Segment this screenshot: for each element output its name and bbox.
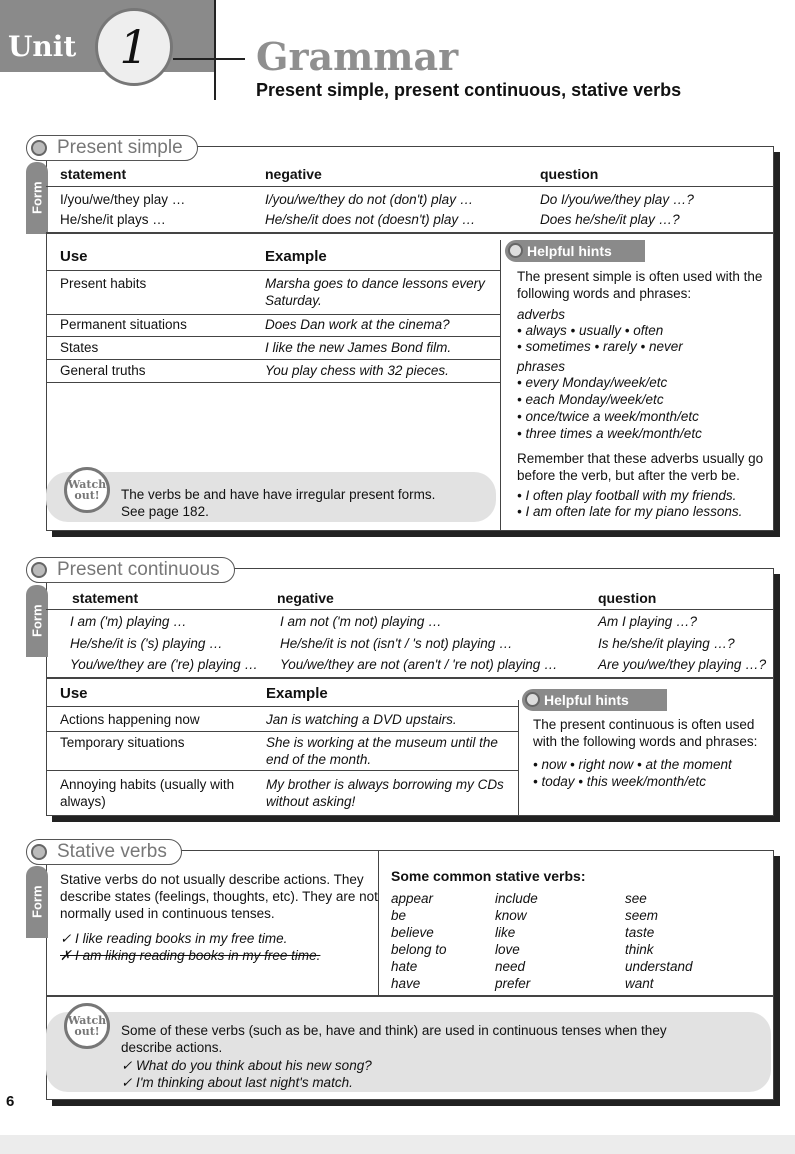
page-number: 6 (6, 1093, 15, 1110)
use-cell: Permanent situations (60, 317, 187, 332)
hint-label: adverbs (517, 307, 566, 322)
hint-example: • I am often late for my piano lessons. (517, 504, 743, 519)
helpful-hints-label: Helpful hints (544, 692, 629, 708)
example-cell: She is working at the museum until the end of the month. (266, 735, 498, 767)
verb-item: taste (625, 925, 655, 940)
verb-item: include (495, 891, 538, 906)
verb-item: appear (391, 891, 434, 906)
divider (46, 995, 774, 997)
divider (46, 382, 501, 383)
form-cell: Do I/you/we/they play …? (540, 192, 694, 207)
use-cell: General truths (60, 363, 146, 378)
form-cell: You/we/they are ('re) playing … (70, 657, 258, 672)
hint-item: • every Monday/week/etc (517, 375, 668, 390)
watch-out-icon: Watch out! (64, 467, 110, 513)
section-title: Present continuous (57, 559, 220, 580)
form-cell: Are you/we/they playing …? (598, 657, 767, 672)
divider (46, 677, 774, 679)
form-cell: Is he/she/it playing …? (598, 636, 735, 651)
divider (46, 186, 774, 187)
use-cell: Present habits (60, 276, 147, 291)
watch-out-example: ✓ What do you think about his new song? (121, 1058, 372, 1073)
hint-item: • always • usually • often (517, 323, 664, 338)
watch-out-text: Some of these verbs (such as be, have and think) are used in continuous tenses when they describe actions. (121, 1023, 667, 1055)
watch-out-icon: Watch out! (64, 1003, 110, 1049)
page-title: Grammar (256, 34, 459, 79)
watch-out-example: ✓ I'm thinking about last night's match. (121, 1075, 353, 1090)
form-cell: Does he/she/it play …? (540, 212, 680, 227)
example-cell: Marsha goes to dance lessons every Saturday. (265, 276, 485, 308)
verb-item: seem (625, 908, 659, 923)
use-header: Use (60, 685, 88, 702)
common-verbs-header: Some common stative verbs: (391, 868, 586, 884)
form-tab: Form (26, 162, 48, 234)
divider (214, 0, 216, 100)
divider (518, 700, 519, 816)
hint-intro: The present simple is often used with the following words and phrases: (517, 269, 763, 301)
bullet-icon (31, 140, 47, 156)
use-cell: Actions happening now (60, 712, 200, 727)
form-cell: He/she/it plays … (60, 212, 166, 227)
present-simple-pill (26, 135, 198, 161)
col-header: negative (277, 590, 334, 606)
hint-item: • sometimes • rarely • never (517, 339, 683, 354)
col-header: statement (72, 590, 139, 606)
wrong-example: ✗ I am liking reading books in my free time. (60, 948, 321, 963)
helpful-hints-tab (505, 240, 645, 262)
verb-item: be (391, 908, 407, 923)
form-cell: I am not ('m not) playing … (280, 614, 442, 629)
divider (46, 314, 501, 315)
hint-item: • three times a week/month/etc (517, 426, 702, 441)
form-tab: Form (26, 866, 48, 938)
unit-number-badge: 1 (95, 8, 173, 86)
use-header: Use (60, 248, 88, 265)
col-header: statement (60, 166, 127, 182)
hint-item: • each Monday/week/etc (517, 392, 664, 407)
use-cell: States (60, 340, 99, 355)
form-cell: He/she/it is ('s) playing … (70, 636, 223, 651)
divider (46, 232, 774, 234)
example-cell: Jan is watching a DVD upstairs. (266, 712, 457, 727)
unit-label: Unit (8, 30, 77, 63)
bullet-icon (525, 692, 540, 707)
hint-label: phrases (517, 359, 566, 374)
helpful-hints-label: Helpful hints (527, 243, 612, 259)
verb-item: believe (391, 925, 434, 940)
col-header: question (540, 166, 599, 182)
divider (46, 270, 501, 271)
form-cell: Am I playing …? (598, 614, 698, 629)
verb-item: like (495, 925, 516, 940)
divider (500, 240, 501, 531)
col-header: negative (265, 166, 322, 182)
section-title: Present simple (57, 137, 183, 158)
helpful-hints-tab (522, 689, 667, 711)
stative-verbs-pill (26, 839, 182, 865)
section-title: Stative verbs (57, 841, 167, 862)
verb-item: have (391, 976, 421, 991)
verb-item: understand (625, 959, 693, 974)
verb-column (625, 890, 693, 992)
bullet-icon (31, 562, 47, 578)
verb-item: see (625, 891, 647, 906)
verb-item: prefer (495, 976, 531, 991)
correct-example: ✓ I like reading books in my free time. (60, 931, 288, 946)
verb-item: belong to (391, 942, 447, 957)
form-cell: You/we/they are not (aren't / 're not) playing … (280, 657, 558, 672)
example-header: Example (266, 685, 328, 702)
divider (46, 359, 501, 360)
hint-item: • once/twice a week/month/etc (517, 409, 699, 424)
bullet-icon (31, 844, 47, 860)
verb-column (495, 890, 538, 992)
divider (46, 731, 519, 732)
use-cell: Temporary situations (60, 735, 185, 750)
hint-example: • I often play football with my friends. (517, 488, 737, 503)
watch-out-text: The verbs be and have have irregular present forms. (121, 487, 436, 502)
verb-item: know (495, 908, 527, 923)
page-subtitle: Present simple, present continuous, stative verbs (256, 80, 682, 100)
divider (46, 609, 774, 610)
divider (46, 770, 519, 771)
example-cell: Does Dan work at the cinema? (265, 317, 450, 332)
use-cell: Annoying habits (usually with always) (60, 777, 235, 809)
form-tab: Form (26, 585, 48, 657)
hint-item: • today • this week/month/etc (533, 774, 707, 789)
example-header: Example (265, 248, 327, 265)
hint-intro: The present continuous is often used with the following words and phrases: (533, 717, 758, 749)
form-cell: He/she/it does not (doesn't) play … (265, 212, 476, 227)
divider (46, 336, 501, 337)
example-cell: My brother is always borrowing my CDs without asking! (266, 777, 504, 809)
verb-item: love (495, 942, 520, 957)
example-cell: I like the new James Bond film. (265, 340, 452, 355)
verb-item: think (625, 942, 654, 957)
verb-item: hate (391, 959, 418, 974)
stative-description: Stative verbs do not usually describe actions. They describe states (feelings, thoughts, etc). They are not normally used in continuous tenses. (60, 872, 378, 921)
watch-out-text: See page 182. (121, 504, 209, 519)
page-edge (0, 1135, 795, 1154)
form-cell: I am ('m) playing … (70, 614, 187, 629)
hint-item: • now • right now • at the moment (533, 757, 732, 772)
verb-column (391, 890, 447, 992)
present-continuous-pill (26, 557, 235, 583)
divider (378, 850, 379, 995)
verb-item: need (495, 959, 526, 974)
hint-remember: Remember that these adverbs usually go before the verb, but after the verb be. (517, 451, 764, 483)
divider (46, 706, 519, 707)
form-cell: I/you/we/they play … (60, 192, 186, 207)
col-header: question (598, 590, 657, 606)
form-cell: I/you/we/they do not (don't) play … (265, 192, 474, 207)
divider (173, 58, 245, 60)
bullet-icon (508, 243, 523, 258)
example-cell: You play chess with 32 pieces. (265, 363, 449, 378)
form-cell: He/she/it is not (isn't / 's not) playing … (280, 636, 513, 651)
verb-item: want (625, 976, 654, 991)
